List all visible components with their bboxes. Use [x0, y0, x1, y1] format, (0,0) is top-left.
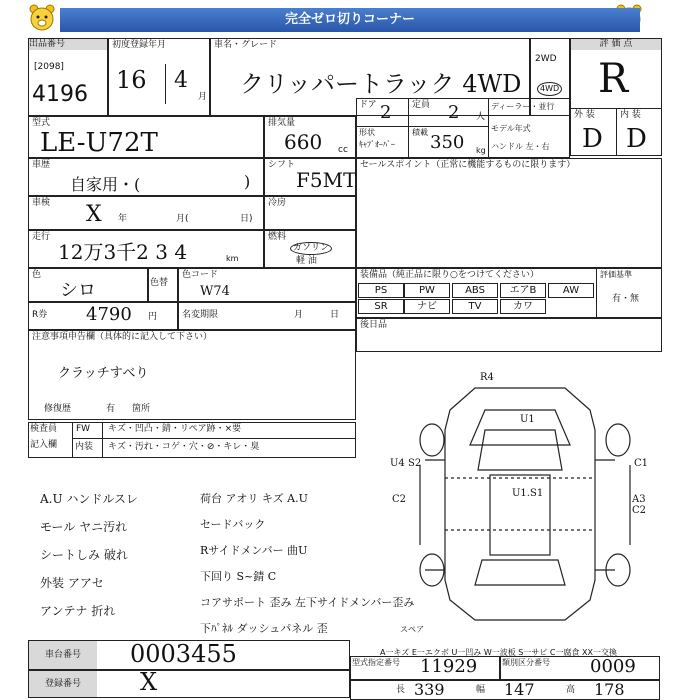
- lot-number: 4196: [32, 82, 88, 107]
- shift-label: シフト: [268, 160, 296, 170]
- in-items: キズ・汚れ・コゲ・穴・⊘・キレ・臭: [108, 442, 260, 452]
- box2-label: 類別区分番号: [502, 658, 550, 667]
- spec-divider-1: [408, 98, 409, 158]
- interior-label: 内 装: [620, 110, 641, 120]
- recycle-unit: 円: [148, 312, 158, 322]
- kind-value: 自家用・(: [70, 175, 141, 194]
- model-year-label: モデル年式: [491, 124, 531, 133]
- mileage-unit: km: [226, 254, 239, 263]
- car-diagram: [390, 370, 660, 640]
- fuel-note: ガソリン: [290, 242, 332, 255]
- fuel-label: 燃料: [268, 232, 287, 242]
- equipment-cell: AW: [548, 283, 594, 298]
- equipment-cell: TV: [452, 299, 498, 314]
- box1-label: 型式指定番号: [352, 658, 400, 667]
- grade-label: 評 価 点: [571, 39, 661, 50]
- doors-label: ドア: [359, 100, 377, 110]
- capacity-unit: 人: [476, 112, 486, 122]
- bottom-note: 下ﾊﾟﾈﾙ ダッシュパネル 歪: [200, 622, 328, 635]
- dealer-label: ディーラー・並行: [491, 102, 555, 111]
- l-label: 長: [396, 685, 406, 695]
- drive-2wd-label: 2WD: [535, 54, 557, 64]
- inspection-label: 車検: [32, 198, 51, 208]
- kind-label: 車歴: [32, 160, 51, 170]
- comment-left: モール ヤニ汚れ: [40, 520, 128, 534]
- grade-sub-divider: [616, 108, 617, 156]
- diagram-mark-c1: C1: [634, 458, 649, 469]
- recycle-value: 4790: [86, 304, 132, 325]
- inspection-day: 日): [240, 214, 253, 224]
- equipment-orig-value: 有・無: [612, 294, 640, 304]
- reg-label: 登録番号: [29, 671, 97, 697]
- comment-left: シートしみ 破れ: [40, 548, 128, 562]
- inspection-year: 年: [118, 214, 128, 224]
- color-code-label: 色コード: [182, 270, 219, 280]
- model-value: LE-U72T: [40, 128, 158, 158]
- shape-value: ｷｬﾌﾞｵｰﾊﾞｰ: [359, 140, 395, 149]
- car-name-value: クリッパートラック 4WD: [240, 70, 522, 98]
- load-unit: kg: [476, 146, 486, 155]
- capacity-value: 2: [448, 102, 460, 123]
- color-value: シロ: [60, 280, 96, 301]
- inspector-divider-3: [72, 438, 356, 439]
- diagram-mark-u1s1: U1.S1: [512, 488, 544, 499]
- diagram-mark-c2: C2: [392, 494, 407, 505]
- comment-right: Rサイドメンバー 曲U: [200, 544, 308, 557]
- equipment-label: 装備品（純正品に限り○をつけてください）: [360, 270, 539, 280]
- notes-text: クラッチすべり: [58, 366, 149, 381]
- comment-left: A.U ハンドルスレ: [40, 492, 139, 506]
- fw-items: キズ・凹凸・錆・リペア跡・×要: [108, 424, 242, 434]
- repair-value: 有: [106, 404, 116, 414]
- first-reg-month: 4: [174, 68, 188, 93]
- equipment-cell: ABS: [452, 283, 498, 298]
- fuel-value: 軽 油: [296, 256, 317, 266]
- equip-orig-divider: [596, 268, 597, 318]
- after-box: [356, 318, 662, 352]
- load-label: 積載: [412, 128, 428, 137]
- repair-label: 修復歴: [44, 404, 72, 414]
- banner-title: 完全ゼロ切りコーナー: [60, 8, 640, 32]
- diagram-mark-u1: U1: [520, 414, 535, 425]
- chassis-value: 0003455: [130, 640, 237, 668]
- name-change-month: 月: [294, 310, 304, 320]
- sales-point-label: セールスポイント（正常に機能するものに限ります）: [360, 160, 576, 170]
- first-reg-year: 16: [116, 66, 147, 94]
- after-label: 後日品: [360, 320, 388, 330]
- mileage-label: 走行: [32, 232, 51, 242]
- comment-left: 外装 アアセ: [40, 576, 104, 590]
- inspection-value: X: [86, 202, 102, 227]
- first-reg-month-unit: 月: [198, 92, 208, 102]
- exterior-value: D: [582, 124, 603, 154]
- shift-value: F5MT: [296, 168, 357, 192]
- inspection-month: 月(: [176, 214, 189, 224]
- repair-place: 箇所: [132, 404, 151, 414]
- mileage-value: 12万3千2 3 4: [58, 240, 188, 264]
- spec-divider-3: [356, 126, 488, 127]
- drive-4wd-label: 4WD: [537, 82, 562, 96]
- l-value: 339: [414, 680, 445, 699]
- first-reg-divider: [165, 64, 166, 104]
- lot-label: 出品番号: [29, 39, 107, 50]
- color-code-value: W74: [200, 284, 230, 299]
- diagram-mark-r4: R4: [480, 372, 494, 383]
- h-value: 178: [594, 680, 625, 699]
- displacement-label: 排気量: [268, 118, 296, 128]
- lot-sub: [2098]: [34, 62, 64, 72]
- diagram-mark-u4s2: U4 S2: [390, 458, 422, 469]
- name-change-day: 日: [330, 310, 340, 320]
- w-label: 幅: [476, 685, 486, 695]
- comment-right: コアサポート 歪み 左下サイドメンバー歪み: [200, 596, 415, 609]
- diagram-mark-a3c2: A3 C2: [632, 494, 647, 516]
- equipment-cell: PW: [404, 283, 450, 298]
- spec-divider-2: [488, 98, 489, 158]
- inspector-divider-2: [102, 422, 103, 458]
- chassis-label: 車台番号: [29, 641, 97, 669]
- displacement-value: 660: [284, 130, 323, 154]
- equipment-cell: エアB: [500, 283, 546, 298]
- equipment-cell: ナビ: [404, 299, 450, 314]
- inspector-divider-1: [72, 422, 73, 458]
- equipment-cell: PS: [358, 283, 404, 298]
- comment-right: 荷台 アオリ キズ A.U: [200, 492, 308, 505]
- doors-value: 2: [380, 102, 392, 123]
- comment-left: アンテナ 折れ: [40, 604, 116, 618]
- displacement-unit: cc: [338, 145, 348, 155]
- load-value: 350: [430, 132, 465, 153]
- check-label: 検査員: [30, 424, 58, 434]
- sales-point-box: [356, 158, 662, 268]
- comment-right: セードバック: [200, 518, 266, 531]
- name-change-label: 名変期限: [182, 310, 219, 320]
- h-label: 高: [566, 685, 576, 695]
- bear-logo-left-icon: [27, 3, 57, 33]
- interior-value: D: [626, 124, 647, 154]
- write-label: 記入欄: [30, 440, 58, 450]
- notes-label: 注意事項申告欄（具体的に記入して下さい）: [32, 332, 213, 342]
- model-label: 型式: [32, 118, 51, 128]
- capacity-label: 定員: [412, 100, 431, 110]
- reg-value: X: [140, 668, 158, 696]
- box1-value: 11929: [420, 656, 478, 677]
- diagram-mark-spare: スペア: [400, 625, 424, 634]
- kind-close: ): [244, 172, 251, 191]
- car-name-label: 車名・グレード: [214, 40, 278, 50]
- color-label: 色: [32, 270, 42, 280]
- inspection-box: [28, 196, 264, 230]
- legend: A一キズ E一エクボ U一凹み W一波板 S一サビ C一腐食 XX一交換: [380, 648, 618, 657]
- grade-value: R: [598, 56, 629, 102]
- fw-label: FW: [76, 424, 91, 434]
- equipment-cell: カワ: [500, 299, 546, 314]
- equipment-cell: SR: [358, 299, 404, 314]
- exterior-label: 外 装: [574, 110, 595, 120]
- box2-value: 0009: [590, 656, 636, 677]
- shape-label: 形状: [359, 128, 375, 137]
- kind-box: [28, 158, 264, 196]
- color-change-label: 色替: [150, 278, 169, 288]
- first-reg-label: 初度登録年月: [112, 40, 167, 50]
- cooler-label: 冷房: [268, 198, 287, 208]
- equipment-orig-label: 評価基準: [600, 270, 632, 279]
- handle-label: ハンドル 左・右: [491, 142, 550, 151]
- in-label: 内装: [75, 442, 94, 452]
- w-value: 147: [504, 680, 535, 699]
- recycle-label: R券: [32, 310, 48, 320]
- comment-right: 下回り S~錆 C: [200, 570, 277, 583]
